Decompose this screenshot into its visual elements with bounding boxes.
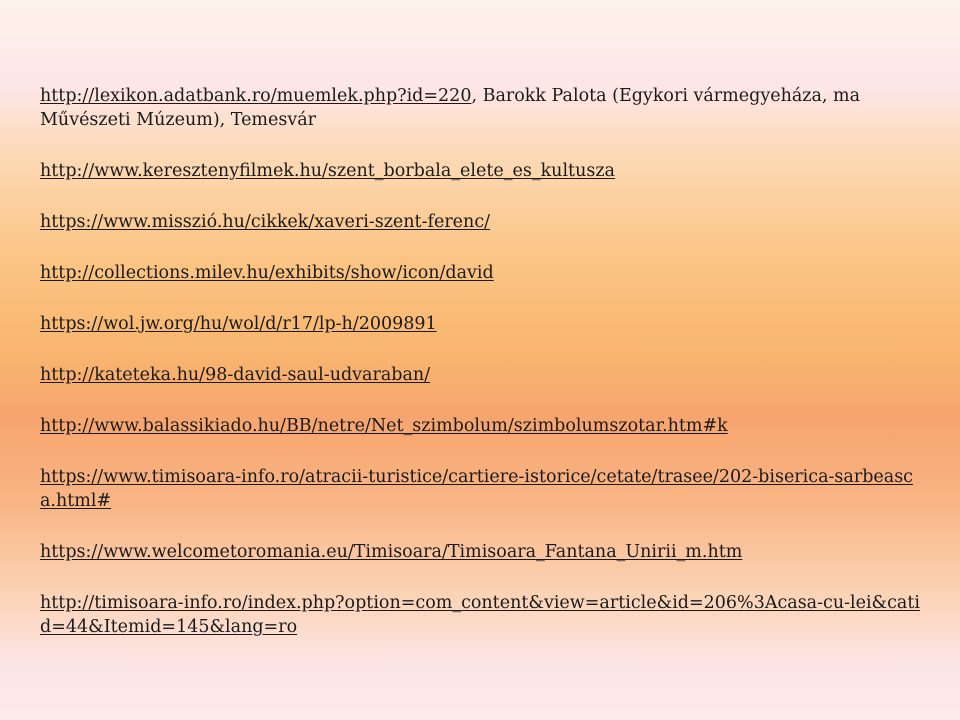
reference-link[interactable]: https://wol.jw.org/hu/wol/d/r17/lp-h/2009891 <box>40 314 437 334</box>
reference-link[interactable]: http://lexikon.adatbank.ro/muemlek.php?id=220 <box>40 86 472 106</box>
reference-entry <box>40 210 920 234</box>
reference-link[interactable]: https://www.welcometoromania.eu/Timisoara/Timisoara_Fantana_Unirii_m.htm <box>40 542 743 562</box>
reference-entry <box>40 312 920 336</box>
reference-entry <box>40 414 920 438</box>
reference-entry <box>40 591 920 639</box>
reference-entry <box>40 540 920 564</box>
reference-entry <box>40 465 920 513</box>
reference-link[interactable]: https://www.timisoara-info.ro/atracii-turistice/cartiere-istorice/cetate/trasee/202-biserica-sarbeasca.html# <box>40 467 913 511</box>
reference-link[interactable]: http://timisoara-info.ro/index.php?option=com_content&view=article&id=206%3Acasa-cu-lei&catid=44&Itemid=145&lang=ro <box>40 593 920 637</box>
reference-entry <box>40 84 920 132</box>
reference-entry <box>40 159 920 183</box>
reference-entry <box>40 261 920 285</box>
reference-entry <box>40 363 920 387</box>
reference-link[interactable]: http://kateteka.hu/98-david-saul-udvaraban/ <box>40 365 431 385</box>
reference-link[interactable]: http://www.keresztenyfilmek.hu/szent_borbala_elete_es_kultusza <box>40 161 615 181</box>
reference-link[interactable]: https://www.misszió.hu/cikkek/xaveri-szent-ferenc/ <box>40 212 491 232</box>
reference-link[interactable]: http://collections.milev.hu/exhibits/show/icon/david <box>40 263 494 283</box>
reference-list <box>40 84 920 666</box>
reference-description: , Barokk Palota (Egykori vármegyeháza, ma Művészeti Múzeum), Temesvár <box>40 86 861 130</box>
reference-link[interactable]: http://www.balassikiado.hu/BB/netre/Net_szimbolum/szimbolumszotar.htm#k <box>40 416 728 436</box>
